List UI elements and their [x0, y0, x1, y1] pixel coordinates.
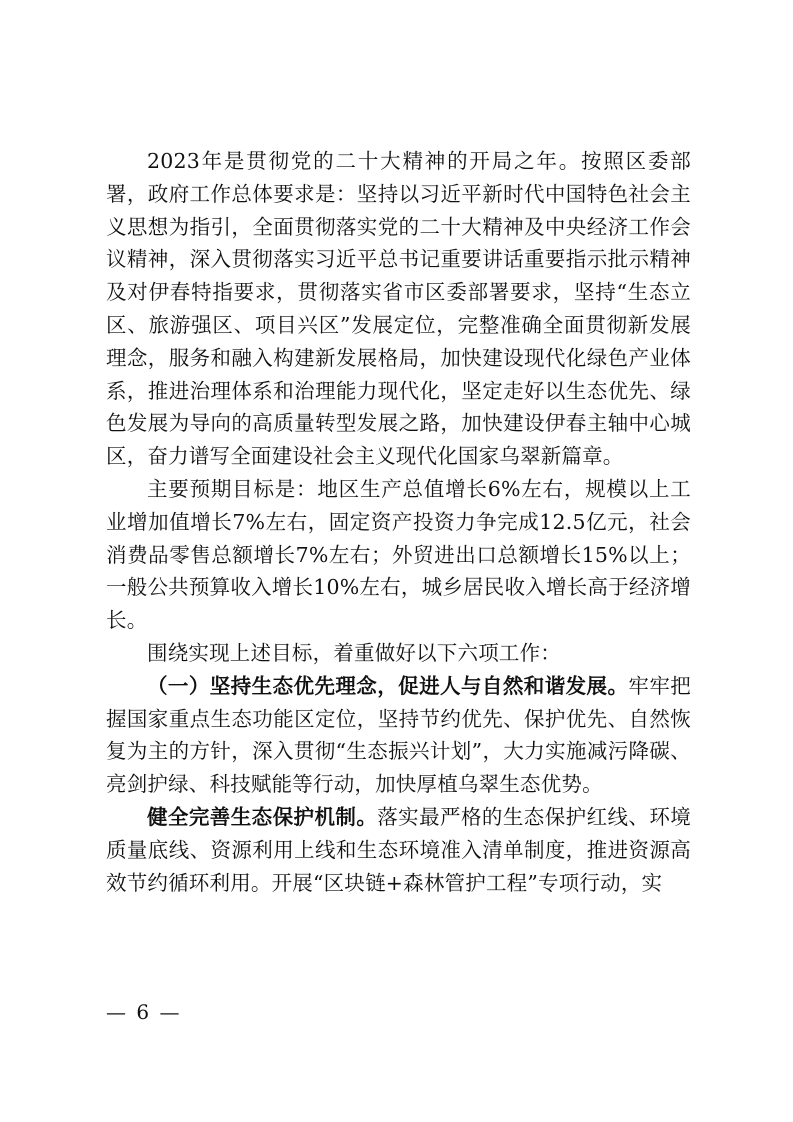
paragraph-six-tasks-intro — [106, 637, 691, 670]
paragraph-lead: 健全完善生态保护机制。 — [147, 804, 378, 829]
section-heading: （一）坚持生态优先理念，促进人与自然和谐发展。 — [147, 673, 629, 698]
paragraph-main-targets — [106, 473, 691, 637]
paragraph-text: 主要预期目标是：地区生产总值增长6%左右，规模以上工业增加值增长7%左右，固定资产投资力争完成12.5亿元，社会消费品零售总额增长7%左右；外贸进出口总额增长15%以上；一般公共预算收入增长10%左右，城乡居民收入增长高于经济增长。 — [106, 476, 691, 633]
paragraph-text: 牢牢把握国家重点生态功能区定位，坚持节约优先、保护优先、自然恢复为主的方针，深入贯彻“生态振兴计划”，大力实施减污降碳、亮剑护绿、科技赋能等行动，加快厚植乌翠生态优势。 — [106, 673, 691, 797]
paragraph-text: 围绕实现上述目标，着重做好以下六项工作： — [147, 640, 561, 665]
paragraph-text: 落实最严格的生态保护红线、环境质量底线、资源利用上线和生态环境准入清单制度，推进资源高效节约循环利用。开展“区块链+森林管护工程”专项行动，实 — [106, 804, 691, 895]
paragraph-ecology-first — [106, 670, 691, 801]
page-number: — 6 — — [106, 1000, 182, 1024]
paragraph-overall-requirements — [106, 145, 691, 473]
paragraph-ecology-mechanism — [106, 801, 691, 899]
paragraph-text: 2023年是贯彻党的二十大精神的开局之年。按照区委部署，政府工作总体要求是：坚持以习近平新时代中国特色社会主义思想为指引，全面贯彻落实党的二十大精神及中央经济工作会议精神，深入贯彻落实习近平总书记重要讲话重要指示批示精神及对伊春特指要求，贯彻落实省市区委部署要求，坚持“生态立区、旅游强区、项目兴区”发展定位，完整准确全面贯彻新发展理念，服务和融入构建新发展格局，加快建设现代化绿色产业体系，推进治理体系和治理能力现代化，坚定走好以生态优先、绿色发展为导向的高质量转型发展之路，加快建设伊春主轴中心城区，奋力谱写全面建设社会主义现代化国家乌翠新篇章。 — [106, 149, 691, 469]
document-body — [106, 145, 691, 899]
